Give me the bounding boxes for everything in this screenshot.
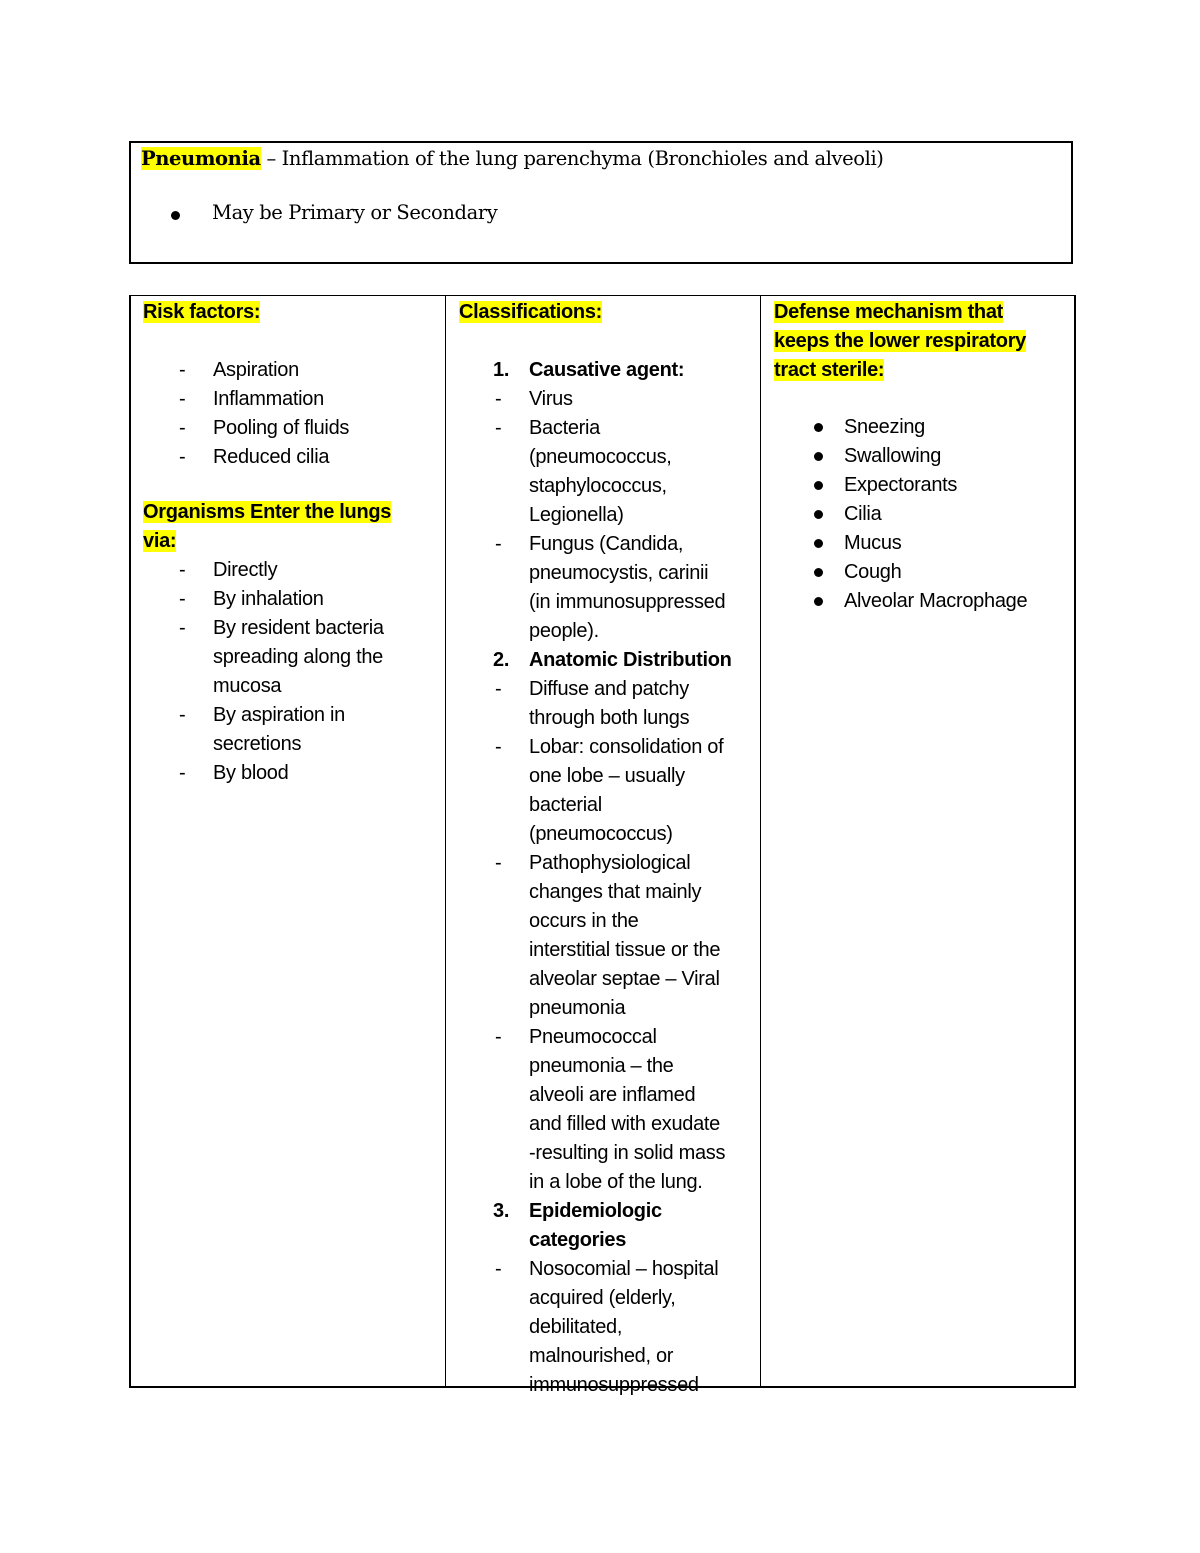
- bullet-icon: [814, 452, 823, 461]
- defense-heading: [774, 329, 1026, 353]
- classification-item: Pneumococcal: [529, 1026, 657, 1048]
- defense-item: Expectorants: [844, 474, 958, 496]
- organism-route-item: By resident bacteria: [213, 617, 384, 639]
- defense-item: Cough: [844, 561, 902, 583]
- classification-item: Nosocomial – hospital: [529, 1258, 719, 1280]
- organisms-heading: [143, 500, 391, 524]
- organism-route-item: Directly: [213, 559, 278, 581]
- bullet-icon: [814, 423, 823, 432]
- classification-item: Diffuse and patchy: [529, 678, 689, 700]
- dash-marker: -: [179, 704, 186, 726]
- dash-marker: -: [179, 762, 186, 784]
- organism-route-item: By aspiration in: [213, 704, 345, 726]
- section-number: 2.: [493, 649, 510, 671]
- classification-item: malnourished, or: [529, 1345, 674, 1367]
- defense-column: [774, 296, 1074, 1386]
- column-divider: [445, 296, 446, 1386]
- dash-marker: -: [495, 388, 502, 410]
- classification-item: Legionella): [529, 504, 624, 526]
- risk-factors-column: [143, 296, 443, 1386]
- classification-item: -resulting in solid mass: [529, 1142, 726, 1164]
- classification-item: (in immunosuppressed: [529, 591, 726, 613]
- classification-item: pneumocystis, carinii: [529, 562, 709, 584]
- defense-item: Mucus: [844, 532, 902, 554]
- organism-route-item: secretions: [213, 733, 302, 755]
- classification-item: through both lungs: [529, 707, 690, 729]
- classification-item: alveolar septae – Viral: [529, 968, 720, 990]
- classification-item: in a lobe of the lung.: [529, 1171, 703, 1193]
- dash-marker: -: [179, 559, 186, 581]
- defense-item: Sneezing: [844, 416, 925, 438]
- defense-item: Alveolar Macrophage: [844, 590, 1028, 612]
- classification-item: Bacteria: [529, 417, 600, 439]
- classification-item: Pathophysiological: [529, 852, 691, 874]
- organism-route-item: By blood: [213, 762, 289, 784]
- bullet-icon: [814, 510, 823, 519]
- classification-item: occurs in the: [529, 910, 639, 932]
- organism-route-item: mucosa: [213, 675, 282, 697]
- dash-marker: -: [179, 617, 186, 639]
- dash-marker: -: [179, 588, 186, 610]
- classification-item: staphylococcus,: [529, 475, 667, 497]
- defense-heading-line: tract sterile:: [774, 359, 885, 381]
- classification-item: Lobar: consolidation of: [529, 736, 724, 758]
- dash-marker: -: [495, 678, 502, 700]
- classification-item: (pneumococcus,: [529, 446, 672, 468]
- definition-term: Pneumonia: [141, 147, 261, 170]
- dash-marker: -: [179, 446, 186, 468]
- classification-item: interstitial tissue or the: [529, 939, 721, 961]
- bullet-icon: [814, 539, 823, 548]
- dash-marker: -: [495, 1026, 502, 1048]
- bullet-icon: [171, 211, 180, 220]
- risk-factor-item: Reduced cilia: [213, 446, 330, 468]
- classifications-heading: Classifications:: [459, 301, 603, 323]
- dash-marker: -: [495, 1258, 502, 1280]
- classification-item: pneumonia: [529, 997, 626, 1019]
- classification-item: immunosuppressed: [529, 1374, 699, 1396]
- organisms-heading: [143, 529, 176, 553]
- dash-marker: -: [495, 736, 502, 758]
- notes-table: [129, 295, 1076, 1396]
- organisms-heading-line: via:: [143, 530, 177, 552]
- classification-item: one lobe – usually: [529, 765, 685, 787]
- classification-item: acquired (elderly,: [529, 1287, 676, 1309]
- section-title: Epidemiologic: [529, 1200, 662, 1222]
- defense-heading-line: Defense mechanism that: [774, 301, 1004, 323]
- dash-marker: -: [495, 417, 502, 439]
- column-divider: [760, 296, 761, 1386]
- definition-text: – Inflammation of the lung parenchyma (Bronchioles and alveoli): [260, 147, 884, 170]
- dash-marker: -: [179, 388, 186, 410]
- defense-heading: [774, 300, 1003, 324]
- classification-item: (pneumococcus): [529, 823, 673, 845]
- risk-factor-item: Pooling of fluids: [213, 417, 350, 439]
- definition-box: [129, 141, 1073, 264]
- definition-line: [141, 147, 884, 170]
- section-title: Anatomic Distribution: [529, 649, 732, 671]
- dash-marker: -: [495, 533, 502, 555]
- classification-item: pneumonia – the: [529, 1055, 674, 1077]
- organism-route-item: spreading along the: [213, 646, 383, 668]
- defense-heading-line: keeps the lower respiratory: [774, 330, 1027, 352]
- risk-factor-item: Inflammation: [213, 388, 324, 410]
- bullet-icon: [814, 481, 823, 490]
- organism-route-item: By inhalation: [213, 588, 324, 610]
- classification-item: changes that mainly: [529, 881, 702, 903]
- classification-item: and filled with exudate: [529, 1113, 721, 1135]
- organisms-heading-line: Organisms Enter the lungs: [143, 501, 392, 523]
- bullet-icon: [814, 568, 823, 577]
- classification-item: bacterial: [529, 794, 602, 816]
- definition-bullet-text: May be Primary or Secondary: [212, 201, 498, 224]
- section-number: 3.: [493, 1200, 510, 1222]
- dash-marker: -: [495, 852, 502, 874]
- classification-item: alveoli are inflamed: [529, 1084, 696, 1106]
- dash-marker: -: [179, 359, 186, 381]
- classification-item: people).: [529, 620, 599, 642]
- defense-heading: [774, 358, 884, 382]
- risk-factor-item: Aspiration: [213, 359, 299, 381]
- bullet-icon: [814, 597, 823, 606]
- dash-marker: -: [179, 417, 186, 439]
- classification-item: debilitated,: [529, 1316, 623, 1338]
- defense-item: Cilia: [844, 503, 882, 525]
- defense-item: Swallowing: [844, 445, 942, 467]
- section-number: 1.: [493, 359, 510, 381]
- section-title: categories: [529, 1229, 627, 1251]
- classifications-column: [459, 296, 759, 1396]
- risk-factors-heading: Risk factors:: [143, 301, 261, 323]
- section-title: Causative agent:: [529, 359, 685, 381]
- classification-item: Virus: [529, 388, 573, 410]
- classification-item: Fungus (Candida,: [529, 533, 684, 555]
